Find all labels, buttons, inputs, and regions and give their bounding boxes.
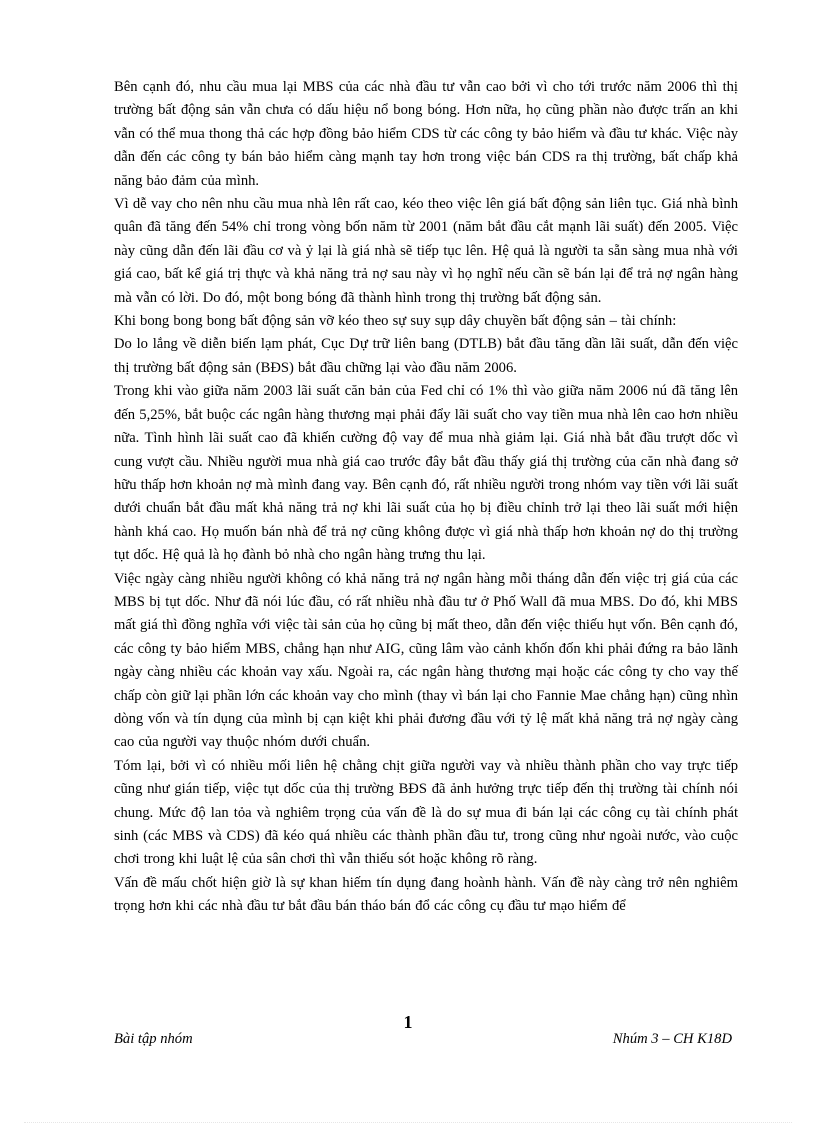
paragraph-fed-rates: Trong khi vào giữa năm 2003 lãi suất căn bản của Fed chỉ có 1% thì vào giữa năm 2006 nú đã tăng lên đến 5,25%, bắt buộc các ngân hàng thương mại phải đẩy lãi suất cho vay tiền mua nhà lên cao hơn nhiều nữa. Tình hình lãi suất cao đã khiến cường độ vay để mua nhà giảm lại. Giá nhà bắt đầu trượt dốc vì cung vượt cầu. Nhiều người mua nhà giá cao trước đây bắt đầu thấy giá thị trường của căn nhà đang sở hữu thấp hơn khoản nợ mà mình đang vay. Bên cạnh đó, rất nhiều người trong nhóm vay tiền với lãi suất dưới chuẩn bắt đầu mất khả năng trả nợ khi lãi suất của họ bị điều chỉnh trở lại theo lãi suất mới hiện hành khá cao. Họ muốn bán nhà để trả nợ cũng không được vì giá nhà thấp hơn khoản nợ do thị trường tụt dốc. Hệ quả là họ đành bỏ nhà cho ngân hàng trưng thu lại. <box>114 383 738 564</box>
paragraph-summary: Tóm lại, bởi vì có nhiều mối liên hệ chằng chịt giữa người vay và nhiều thành phần cho vay trực tiếp cũng như gián tiếp, việc tụt dốc của thị trường BĐS đã ảnh hưởng trực tiếp đến thị trường tài chính nói chung. Mức độ lan tỏa và nghiêm trọng của vấn đề là do sự mua đi bán lại các công cụ tài chính phát sinh (các MBS và CDS) đã kéo quá nhiều các thành phần đầu tư, trong cũng như ngoài nước, vào cuộc chơi trong khi luật lệ của sân chơi thì vẫn thiếu sót hoặc không rõ ràng. <box>114 757 738 868</box>
body-text <box>114 76 738 919</box>
paragraph-inflation-rates: Do lo lắng về diễn biến lạm phát, Cục Dự trữ liên bang (DTLB) bắt đầu tăng dần lãi suất, dẫn đến việc thị trường bất động sản (BĐS) bắt đầu chững lại vào đầu năm 2006. <box>114 336 738 376</box>
footer-left-text: Bài tập nhóm <box>114 1031 193 1047</box>
footer-right-text: Nhúm 3 – CH K18D <box>612 1031 732 1047</box>
paragraph-mbs-demand: Bên cạnh đó, nhu cầu mua lại MBS của các nhà đầu tư vẫn cao bởi vì cho tới trước năm 2006 thì thị trường bất động sản vẫn chưa có dấu hiệu nổ bong bóng. Hơn nữa, họ cũng phần nào được trấn an khi vẫn có thể mua thong thả các hợp đồng bảo hiểm CDS từ các công ty bảo hiểm và đầu tư khác. Việc này dẫn đến các công ty bán bảo hiểm càng mạnh tay hơn trong việc bán CDS ra thị trường, bất chấp khả năng bảo đảm của mình. <box>114 79 738 189</box>
paragraph-housing-bubble: Vì dễ vay cho nên nhu cầu mua nhà lên rất cao, kéo theo việc lên giá bất động sản liên tục. Giá nhà bình quân đã tăng đến 54% chỉ trong vòng bốn năm từ 2001 (năm bắt đầu cắt mạnh lãi suất) đến 2005. Việc này cũng dẫn đến lãi đầu cơ và ỷ lại là giá nhà sẽ tiếp tục lên. Hệ quả là người ta sẵn sàng mua nhà với giá cao, bất kể giá trị thực và khả năng trả nợ sau này vì họ nghĩ nếu cần sẽ bán lại để trả nợ ngân hàng mà vẫn có lời. Do đó, một bong bóng đã thành hình trong thị trường bất động sản. <box>114 196 738 306</box>
page-number: 1 <box>403 1012 413 1032</box>
paragraph-mbs-decline: Việc ngày càng nhiều người không có khả năng trả nợ ngân hàng mỗi tháng dẫn đến việc trị giá của các MBS bị tụt dốc. Như đã nói lúc đầu, có rất nhiều nhà đầu tư ở Phố Wall đã mua MBS. Do đó, khi MBS mất giá thì đồng nghĩa với việc tài sản của họ cũng bị mất theo, dẫn đến việc thiếu hụt vốn. Bên cạnh đó, các công ty bảo hiểm MBS, chẳng hạn như AIG, cũng lâm vào cảnh khốn đốn khi phải đứng ra bảo lãnh ngày càng nhiều các khoản vay xấu. Ngoài ra, các ngân hàng thương mại hoặc các công ty cho vay thế chấp còn giữ lại phần lớn các khoản vay cho mình (thay vì bán lại cho Fannie Mae chẳng hạn) cũng nhìn dòng vốn và tín dụng của mình bị cạn kiệt khi phải đương đầu với tỷ lệ mất khả năng trả nợ ngày càng cao của người vay thuộc nhóm dưới chuẩn. <box>114 570 738 751</box>
paragraph-credit-crunch: Vấn đề mấu chốt hiện giờ là sự khan hiếm tín dụng đang hoành hành. Vấn đề này càng trở nên nghiêm trọng hơn khi các nhà đầu tư bắt đầu bán tháo bán đổ các công cụ đầu tư mạo hiểm để <box>114 874 738 915</box>
paragraph-bubble-burst: Khi bong bong bong bất động sản vỡ kéo theo sự suy sụp dây chuyền bất động sản – tài chính: <box>114 313 677 330</box>
